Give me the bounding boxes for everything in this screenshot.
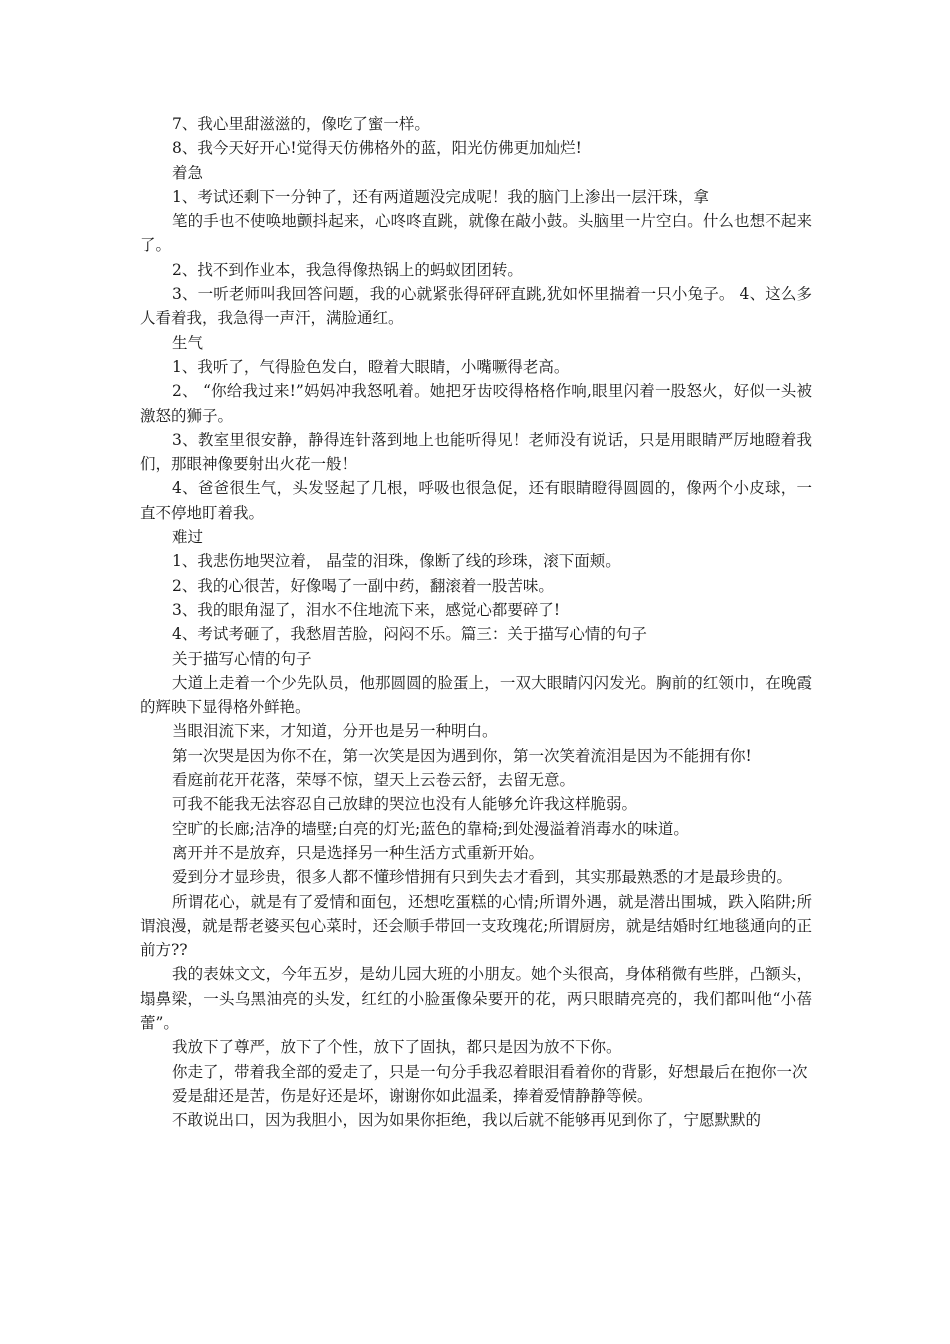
paragraph: 看庭前花开花落，荣辱不惊，望天上云卷云舒，去留无意。 xyxy=(172,771,576,790)
paragraph: 你走了，带着我全部的爱走了，只是一句分手我忍着眼泪看着你的背影，好想最后在抱你一次 xyxy=(172,1062,808,1081)
paragraph: 爱是甜还是苦，伤是好还是坏，谢谢你如此温柔，捧着爱情静静等候。 xyxy=(172,1086,653,1105)
paragraph: 大道上走着一个少先队员，他那圆圆的脸蛋上，一双大眼睛闪闪发光。胸前的红领巾，在晚霞的辉映下显得格外鲜艳。 xyxy=(140,673,812,717)
document-body xyxy=(140,112,812,1132)
paragraph: 离开并不是放弃，只是选择另一种生活方式重新开始。 xyxy=(172,843,545,862)
paragraph: 当眼泪流下来，才知道，分开也是另一种明白。 xyxy=(172,722,498,741)
section-heading: 难过 xyxy=(172,528,204,547)
paragraph: 第一次哭是因为你不在，第一次笑是因为遇到你，第一次笑着流泪是因为不能拥有你! xyxy=(172,746,752,765)
paragraph: 不敢说出口，因为我胆小，因为如果你拒绝，我以后就不能够再见到你了，宁愿默默的 xyxy=(172,1111,762,1130)
paragraph: 4、考试考砸了，我愁眉苦脸，闷闷不乐。篇三：关于描写心情的句子 xyxy=(172,625,647,644)
paragraph: 空旷的长廊;洁净的墙壁;白亮的灯光;蓝色的靠椅;到处漫溢着消毒水的味道。 xyxy=(172,819,689,838)
paragraph: 2、找不到作业本，我急得像热锅上的蚂蚁团团转。 xyxy=(172,260,523,279)
paragraph: 3、一听老师叫我回答问题，我的心就紧张得砰砰直跳,犹如怀里揣着一只小兔子。 4、这么多人看着我，我急得一声汗，满脸通红。 xyxy=(140,285,812,328)
paragraph: 笔的手也不使唤地颤抖起来，心咚咚直跳，就像在敲小鼓。头脑里一片空白。什么也想不起来了。 xyxy=(140,212,812,255)
paragraph: 3、我的眼角湿了，泪水不住地流下来，感觉心都要碎了! xyxy=(172,600,561,619)
paragraph: 2、 “你给我过来!”妈妈冲我怒吼着。她把牙齿咬得格格作响,眼里闪着一股怒火，好似一头被激怒的狮子。 xyxy=(140,382,812,425)
paragraph: 8、我今天好开心!觉得天仿佛格外的蓝，阳光仿佛更加灿烂! xyxy=(172,139,582,158)
paragraph: 1、我悲伤地哭泣着， 晶莹的泪珠，像断了线的珍珠，滚下面颊。 xyxy=(172,552,621,571)
section-heading: 生气 xyxy=(172,333,204,352)
paragraph: 可我不能我无法容忍自己放肆的哭泣也没有人能够允许我这样脆弱。 xyxy=(172,795,638,814)
paragraph: 4、爸爸很生气，头发竖起了几根，呼吸也很急促，还有眼睛瞪得圆圆的，像两个小皮球，一直不停地盯着我。 xyxy=(140,479,812,522)
paragraph: 1、考试还剩下一分钟了，还有两道题没完成呢！我的脑门上渗出一层汗珠，拿 xyxy=(172,187,709,206)
section-heading: 着急 xyxy=(172,163,204,182)
paragraph: 1、我听了，气得脸色发白，瞪着大眼睛，小嘴噘得老高。 xyxy=(172,357,570,376)
paragraph: 所谓花心，就是有了爱情和面包，还想吃蛋糕的心情;所谓外遇，就是潜出围城，跌入陷阱;所谓浪漫，就是帮老婆买包心菜时，还会顺手带回一支玫瑰花;所谓厨房，就是结婚时红地毯通向的正前方?? xyxy=(140,892,812,960)
paragraph: 2、我的心很苦，好像喝了一副中药，翻滚着一股苦味。 xyxy=(172,576,554,595)
section-heading: 关于描写心情的句子 xyxy=(172,649,312,668)
paragraph: 3、教室里很安静，静得连针落到地上也能听得见！老师没有说话，只是用眼睛严厉地瞪着我们，那眼神像要射出火花一般！ xyxy=(140,430,812,474)
paragraph: 我的表妹文文，今年五岁，是幼儿园大班的小朋友。她个头很高，身体稍微有些胖，凸额头，塌鼻梁，一头乌黑油亮的头发，红红的小脸蛋像朵要开的花，两只眼睛亮亮的，我们都叫他“小蓓蕾”。 xyxy=(140,965,812,1032)
paragraph: 我放下了尊严，放下了个性，放下了固执，都只是因为放不下你。 xyxy=(172,1038,622,1057)
paragraph: 爱到分才显珍贵，很多人都不懂珍惜拥有只到失去才看到，其实那最熟悉的才是最珍贵的。 xyxy=(172,868,793,887)
paragraph: 7、我心里甜滋滋的，像吃了蜜一样。 xyxy=(172,115,430,133)
